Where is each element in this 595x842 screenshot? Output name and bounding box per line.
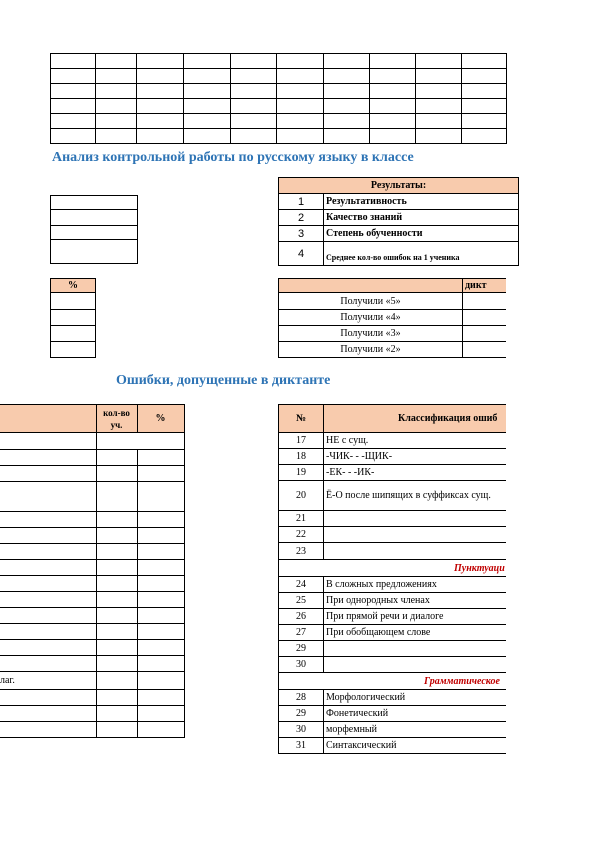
table-cell bbox=[96, 672, 137, 690]
table-cell bbox=[0, 560, 96, 576]
class-row-text bbox=[324, 657, 507, 673]
class-row-text: В сложных предложениях bbox=[324, 577, 507, 593]
table-cell bbox=[137, 466, 184, 482]
table-cell bbox=[137, 129, 184, 144]
table-cell bbox=[137, 69, 184, 84]
table-cell bbox=[96, 466, 137, 482]
table-cell bbox=[51, 310, 96, 326]
class-row-text: При обобщающем слове bbox=[324, 625, 507, 641]
table-cell bbox=[370, 84, 416, 99]
table-cell bbox=[137, 656, 184, 672]
table-cell bbox=[416, 54, 462, 69]
class-row-text: -ЕК- - -ИК- bbox=[324, 465, 507, 481]
table-cell bbox=[51, 240, 138, 264]
table-cell bbox=[96, 84, 137, 99]
table-cell bbox=[137, 84, 184, 99]
table-cell bbox=[462, 99, 507, 114]
class-row-text: При однородных членах bbox=[324, 593, 507, 609]
table-cell bbox=[96, 608, 137, 624]
table-cell bbox=[0, 528, 96, 544]
table-cell bbox=[462, 69, 507, 84]
class-row-num: 19 bbox=[279, 465, 324, 481]
table-cell bbox=[137, 54, 184, 69]
table-cell bbox=[277, 69, 324, 84]
errors-title: Ошибки, допущенные в диктанте bbox=[116, 373, 331, 388]
table-cell bbox=[277, 99, 324, 114]
class-row-text: морфемный bbox=[324, 722, 507, 738]
analysis-title: Анализ контрольной работы по русскому языку в классе bbox=[52, 150, 414, 165]
table-cell bbox=[96, 576, 137, 592]
results-header: Результаты: bbox=[279, 178, 519, 194]
section-header: Грамматическое bbox=[279, 673, 507, 690]
table-cell bbox=[96, 690, 137, 706]
table-cell bbox=[51, 226, 138, 240]
results-row-label: Качество знаний bbox=[324, 210, 519, 226]
table-cell bbox=[51, 114, 96, 129]
table-cell bbox=[137, 690, 184, 706]
class-title-header: Классификация ошиб bbox=[324, 405, 507, 433]
table-cell bbox=[370, 99, 416, 114]
table-cell bbox=[462, 114, 507, 129]
class-row-text bbox=[324, 543, 507, 560]
class-row-text bbox=[324, 641, 507, 657]
table-cell bbox=[51, 342, 96, 358]
table-cell bbox=[51, 99, 96, 114]
results-table bbox=[278, 177, 519, 266]
grades-row-label: Получили «3» bbox=[279, 326, 463, 342]
table-cell bbox=[324, 99, 370, 114]
grades-row-label: Получили «2» bbox=[279, 342, 463, 358]
table-cell bbox=[324, 114, 370, 129]
class-row-num: 18 bbox=[279, 449, 324, 465]
results-row-num: 3 bbox=[279, 226, 324, 242]
class-row-num: 22 bbox=[279, 527, 324, 543]
table-cell bbox=[462, 54, 507, 69]
table-cell bbox=[0, 624, 96, 640]
class-row-num: 25 bbox=[279, 593, 324, 609]
table-cell bbox=[51, 84, 96, 99]
table-cell bbox=[51, 196, 138, 210]
table-cell bbox=[324, 54, 370, 69]
count-header: кол-во уч. bbox=[96, 405, 137, 433]
table-cell bbox=[96, 544, 137, 560]
results-row-label: Результативность bbox=[324, 194, 519, 210]
classification-table bbox=[278, 404, 506, 754]
table-cell bbox=[416, 69, 462, 84]
table-cell bbox=[137, 512, 184, 528]
table-cell bbox=[463, 326, 507, 342]
class-row-text: -ЧИК- - -ЩИК- bbox=[324, 449, 507, 465]
table-cell bbox=[137, 722, 184, 738]
class-row-num: 24 bbox=[279, 577, 324, 593]
table-cell bbox=[0, 512, 96, 528]
table-cell bbox=[51, 54, 96, 69]
table-cell bbox=[96, 129, 137, 144]
results-row-num: 1 bbox=[279, 194, 324, 210]
class-row-text bbox=[324, 527, 507, 543]
table-cell bbox=[137, 576, 184, 592]
class-row-text: При прямой речи и диалоге bbox=[324, 609, 507, 625]
table-cell bbox=[96, 528, 137, 544]
table-cell bbox=[231, 129, 277, 144]
table-cell bbox=[184, 114, 231, 129]
table-cell bbox=[96, 624, 137, 640]
table-cell bbox=[96, 99, 137, 114]
class-row-text: Синтаксический bbox=[324, 738, 507, 754]
table-cell bbox=[231, 84, 277, 99]
table-cell bbox=[277, 129, 324, 144]
table-cell bbox=[96, 706, 137, 722]
class-num-header: № bbox=[279, 405, 324, 433]
table-cell bbox=[324, 84, 370, 99]
table-cell bbox=[96, 450, 137, 466]
table-cell bbox=[137, 706, 184, 722]
table-cell bbox=[0, 608, 96, 624]
table-cell bbox=[0, 576, 96, 592]
table-cell bbox=[0, 722, 96, 738]
table-cell bbox=[0, 656, 96, 672]
class-row-num: 20 bbox=[279, 481, 324, 511]
table-cell bbox=[184, 69, 231, 84]
table-cell bbox=[184, 129, 231, 144]
grades-header: дикт bbox=[463, 279, 507, 293]
table-cell bbox=[137, 592, 184, 608]
table-cell bbox=[463, 293, 507, 310]
table-cell bbox=[137, 624, 184, 640]
table-cell bbox=[184, 99, 231, 114]
table-cell bbox=[137, 560, 184, 576]
table-cell bbox=[370, 54, 416, 69]
table-cell bbox=[0, 640, 96, 656]
table-cell bbox=[0, 690, 96, 706]
table-cell bbox=[96, 114, 137, 129]
table-cell bbox=[231, 69, 277, 84]
class-row-num: 21 bbox=[279, 511, 324, 527]
table-cell bbox=[137, 114, 184, 129]
table-cell bbox=[231, 54, 277, 69]
table-cell bbox=[462, 84, 507, 99]
table-cell bbox=[416, 84, 462, 99]
table-cell bbox=[462, 129, 507, 144]
table-cell bbox=[51, 69, 96, 84]
class-row-text: Фонетический bbox=[324, 706, 507, 722]
table-cell bbox=[0, 482, 96, 512]
table-cell bbox=[96, 722, 137, 738]
table-cell bbox=[277, 54, 324, 69]
class-row-num: 29 bbox=[279, 641, 324, 657]
table-cell bbox=[277, 114, 324, 129]
class-row-num: 28 bbox=[279, 690, 324, 706]
percent-col-header: % bbox=[137, 405, 184, 433]
results-row-num: 4 bbox=[279, 242, 324, 266]
class-row-num: 29 bbox=[279, 706, 324, 722]
table-cell bbox=[137, 640, 184, 656]
table-cell bbox=[463, 310, 507, 326]
class-row-num: 23 bbox=[279, 543, 324, 560]
class-row-text: Морфологический bbox=[324, 690, 507, 706]
table-cell bbox=[96, 592, 137, 608]
table-cell bbox=[137, 672, 184, 690]
table-cell bbox=[0, 405, 96, 433]
table-cell bbox=[137, 528, 184, 544]
class-row-num: 26 bbox=[279, 609, 324, 625]
table-cell bbox=[51, 210, 138, 226]
table-cell bbox=[416, 99, 462, 114]
table-cell bbox=[96, 512, 137, 528]
class-row-num: 31 bbox=[279, 738, 324, 754]
table-cell bbox=[370, 129, 416, 144]
table-cell bbox=[137, 544, 184, 560]
section-header: Пунктуаци bbox=[279, 560, 507, 577]
left-summary-table bbox=[50, 195, 138, 264]
table-cell bbox=[0, 450, 96, 466]
results-row-label: Степень обученности bbox=[324, 226, 519, 242]
table-cell bbox=[184, 54, 231, 69]
table-cell bbox=[0, 466, 96, 482]
table-cell bbox=[0, 706, 96, 722]
table-cell bbox=[51, 129, 96, 144]
table-cell bbox=[96, 433, 184, 450]
grades-row-label: Получили «4» bbox=[279, 310, 463, 326]
class-row-text bbox=[324, 511, 507, 527]
table-cell bbox=[137, 608, 184, 624]
class-row-num: 30 bbox=[279, 657, 324, 673]
results-row-label: Среднее кол-во ошибок на 1 ученика bbox=[324, 242, 519, 266]
class-row-num: 27 bbox=[279, 625, 324, 641]
left-errors-table bbox=[0, 404, 185, 738]
table-cell bbox=[96, 656, 137, 672]
table-cell bbox=[51, 326, 96, 342]
table-cell bbox=[0, 544, 96, 560]
table-cell bbox=[277, 84, 324, 99]
grades-row-label: Получили «5» bbox=[279, 293, 463, 310]
table-cell bbox=[137, 482, 184, 512]
results-row-num: 2 bbox=[279, 210, 324, 226]
table-cell bbox=[96, 69, 137, 84]
table-cell bbox=[51, 293, 96, 310]
percent-header: % bbox=[51, 279, 96, 293]
class-row-text: НЕ с сущ. bbox=[324, 433, 507, 449]
table-cell bbox=[324, 69, 370, 84]
percent-table bbox=[50, 278, 96, 358]
table-cell bbox=[137, 99, 184, 114]
table-cell bbox=[231, 114, 277, 129]
class-row-text: Ё-О после шипящих в суффиксах сущ. bbox=[324, 481, 507, 511]
table-cell bbox=[370, 114, 416, 129]
table-cell bbox=[416, 114, 462, 129]
top-grid-table bbox=[50, 53, 507, 144]
table-cell bbox=[0, 433, 96, 450]
table-cell bbox=[463, 342, 507, 358]
table-cell bbox=[0, 592, 96, 608]
table-cell bbox=[96, 482, 137, 512]
table-cell bbox=[231, 99, 277, 114]
class-row-num: 30 bbox=[279, 722, 324, 738]
table-cell bbox=[324, 129, 370, 144]
table-cell bbox=[96, 640, 137, 656]
table-cell bbox=[370, 69, 416, 84]
table-cell bbox=[279, 279, 463, 293]
class-row-num: 17 bbox=[279, 433, 324, 449]
table-cell bbox=[184, 84, 231, 99]
grades-table bbox=[278, 278, 506, 358]
table-cell bbox=[416, 129, 462, 144]
table-cell bbox=[96, 560, 137, 576]
table-cell bbox=[96, 54, 137, 69]
table-cell bbox=[137, 450, 184, 466]
lag-label: лаг. bbox=[0, 672, 96, 690]
